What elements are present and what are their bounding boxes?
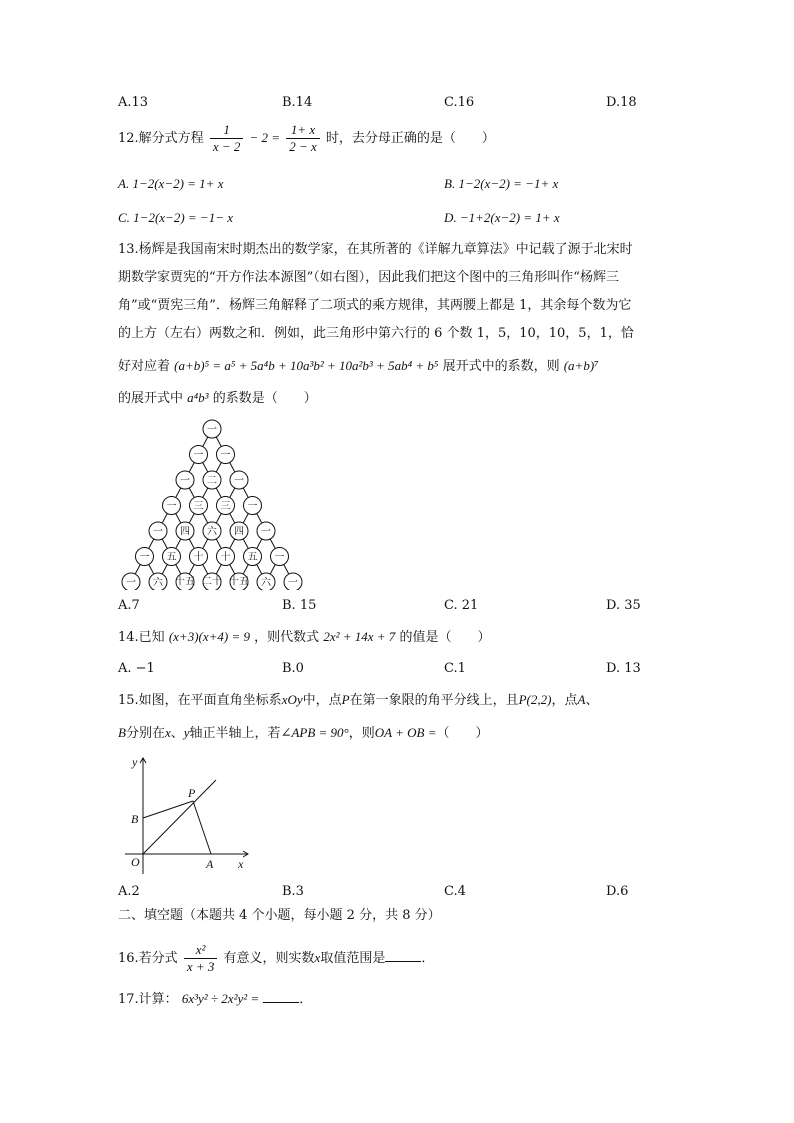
segment-pa bbox=[193, 801, 211, 854]
triangle-node-label: 二十 bbox=[202, 576, 222, 588]
triangle-node-label: 一 bbox=[126, 577, 136, 589]
q16-stem: 16.若分式 $\frac{\text{x²}}{x + 3}$ 有意义，则实数x取值范围是 ． bbox=[118, 942, 435, 974]
triangle-node-label: 四 bbox=[234, 526, 244, 538]
q13-option-d: D. 35 bbox=[606, 598, 641, 613]
q13-line-1: 13.杨辉是我国南宋时期杰出的数学家，在其所著的《详解九章算法》中记载了源于北宋时 bbox=[118, 242, 633, 257]
q17-answer-blank bbox=[263, 990, 299, 1003]
section-fill-in-title: 二、填空题（本题共 4 个小题，每小题 2 分，共 8 分） bbox=[118, 908, 441, 923]
q15-option-b: B.3 bbox=[282, 884, 304, 899]
triangle-node-label: 一 bbox=[153, 526, 163, 538]
triangle-node-label: 二 bbox=[207, 475, 217, 487]
triangle-node-label: 一 bbox=[288, 577, 298, 589]
q11-option-b: B.14 bbox=[282, 95, 313, 110]
q13-option-b: B. 15 bbox=[282, 598, 317, 613]
label-y: y bbox=[132, 755, 138, 769]
triangle-node-label: 五 bbox=[247, 552, 258, 563]
q17-expression: 6x³y² ÷ 2x²y² = bbox=[181, 991, 260, 1006]
q17-stem: 17.计算： 6x³y² ÷ 2x²y² = ． bbox=[118, 991, 313, 1007]
q14-expression: 2x² + 14x + 7 bbox=[323, 629, 396, 644]
label-x: x bbox=[238, 857, 244, 871]
q13-term: a⁴b³ bbox=[187, 390, 209, 405]
triangle-node-label: 一 bbox=[139, 552, 150, 563]
q15-line-2: B分别在x、y轴正半轴上，若∠APB = 90°，则OA + OB =（ ） bbox=[118, 725, 489, 741]
q12-mid: − 2 = bbox=[249, 130, 281, 145]
q15-line-1: 15.如图，在平面直角坐标系xOy中，点P在第一象限的角平分线上，且P(2,2)，点A、 bbox=[118, 692, 599, 708]
q14-option-d: D. 13 bbox=[606, 661, 641, 676]
triangle-node-label: 一 bbox=[193, 450, 204, 461]
triangle-node-label: 六 bbox=[153, 577, 163, 589]
triangle-node-label: 一 bbox=[166, 501, 177, 512]
triangle-node-label: 一 bbox=[180, 475, 190, 487]
q14-option-a: A. −1 bbox=[118, 661, 155, 676]
triangle-node-label: 十五 bbox=[229, 576, 249, 588]
triangle-node-label: 一 bbox=[207, 424, 217, 436]
q13-line-3: 角”或“贾宪三角”．杨辉三角解释了二项式的乘方规律，其两腰上都是 1，其余每个数为它 bbox=[118, 298, 632, 313]
q14-option-c: C.1 bbox=[444, 661, 466, 676]
q11-option-d: D.18 bbox=[606, 95, 637, 110]
triangle-node-label: 十 bbox=[193, 552, 204, 563]
q13-option-a: A.7 bbox=[118, 598, 140, 613]
q13-option-c: C. 21 bbox=[444, 598, 479, 613]
triangle-node-label: 五 bbox=[166, 552, 177, 563]
triangle-node-label: 四 bbox=[180, 526, 190, 538]
q13-line-2: 期数学家贾宪的“开方作法本源图”（如右图），因此我们把这个图中的三角形叫作“杨辉三 bbox=[118, 270, 619, 285]
q12-fraction-2: $\frac{1+ x}{2 - x}$ bbox=[286, 122, 320, 155]
bisector-line bbox=[143, 780, 216, 854]
q14-equation: (x+3)(x+4) = 9 bbox=[168, 629, 251, 644]
triangle-node-label: 三 bbox=[193, 501, 204, 512]
label-b: B bbox=[131, 812, 139, 826]
triangle-node-label: 三 bbox=[220, 501, 231, 512]
q14-option-b: B.0 bbox=[282, 661, 304, 676]
q12-option-a: A. 1−2(x−2) = 1+ x bbox=[118, 176, 224, 191]
q15-option-a: A.2 bbox=[118, 884, 140, 899]
q14-stem: 14.已知 (x+3)(x+4) = 9 ，则代数式 2x² + 14x + 7 的值是（ ） bbox=[118, 629, 491, 645]
q11-option-a: A.13 bbox=[118, 95, 149, 110]
q12-option-b: B. 1−2(x−2) = −1+ x bbox=[444, 176, 559, 191]
triangle-node-label: 六 bbox=[261, 577, 271, 589]
label-p: P bbox=[188, 786, 196, 800]
triangle-node-label: 六 bbox=[207, 526, 217, 538]
triangle-node-label: 一 bbox=[220, 450, 231, 461]
label-a: A bbox=[206, 857, 214, 871]
q13-binomial-7: (a+b)⁷ bbox=[563, 358, 599, 373]
q12-suffix: 时，去分母正确的是（ ） bbox=[325, 131, 495, 146]
q12-fraction-1: $\frac{1}{x - 2}$ bbox=[210, 122, 244, 155]
triangle-node-label: 一 bbox=[261, 526, 271, 538]
q15-point-p: P(2,2) bbox=[518, 692, 552, 707]
q16-answer-blank bbox=[385, 949, 421, 962]
q15-option-d: D.6 bbox=[606, 884, 629, 899]
q16-fraction: $\frac{\text{x²}}{x + 3}$ bbox=[184, 942, 218, 975]
q12-stem bbox=[118, 122, 495, 155]
q15-angle: ∠APB = 90° bbox=[280, 725, 349, 740]
triangle-node-label: 一 bbox=[274, 552, 285, 563]
q13-binomial-expansion: (a+b)⁵ = a⁵ + 5a⁴b + 10a³b² + 10a²b³ + 5ab⁴ + b⁵ bbox=[174, 358, 439, 373]
q15-option-c: C.4 bbox=[444, 884, 466, 899]
q13-line-5: 好对应着 (a+b)⁵ = a⁵ + 5a⁴b + 10a³b² + 10a²b³ + 5ab⁴ + b⁵ 展开式中的系数，则 (a+b)⁷ bbox=[118, 358, 599, 374]
yang-hui-triangle bbox=[112, 418, 312, 590]
coordinate-figure bbox=[120, 752, 260, 877]
q12-option-d: D. −1+2(x−2) = 1+ x bbox=[444, 210, 560, 225]
label-o: O bbox=[131, 855, 140, 869]
q12-option-c: C. 1−2(x−2) = −1− x bbox=[118, 210, 233, 225]
q11-option-c: C.16 bbox=[444, 95, 475, 110]
triangle-node-label: 一 bbox=[234, 475, 244, 487]
triangle-node-label: 十五 bbox=[175, 576, 195, 588]
triangle-node-label: 一 bbox=[247, 501, 258, 512]
segment-bp bbox=[143, 801, 193, 818]
q12-prefix: 12.解分式方程 bbox=[118, 131, 204, 146]
triangle-node-label: 十 bbox=[220, 552, 231, 563]
q13-line-4: 的上方（左右）两数之和．例如，此三角形中第六行的 6 个数 1，5，10，10，5，1，恰 bbox=[118, 326, 634, 341]
q13-line-6: 的展开式中 a⁴b³ 的系数是（ ） bbox=[118, 390, 317, 406]
